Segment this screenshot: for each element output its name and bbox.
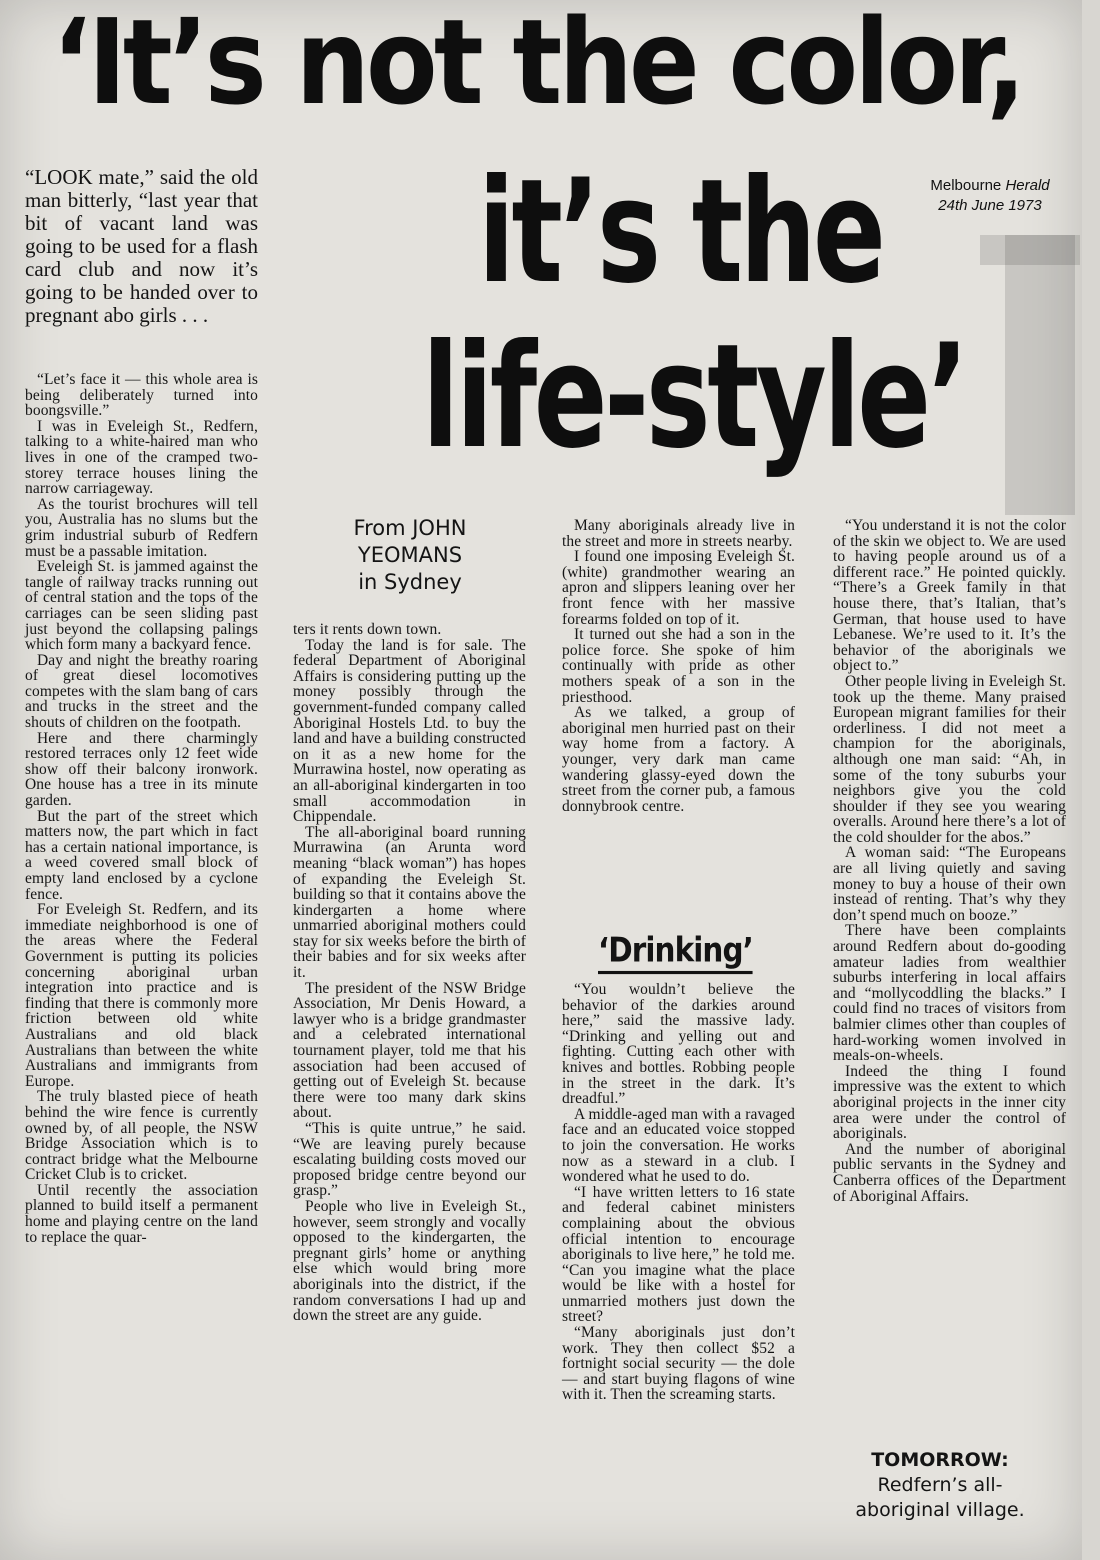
paragraph: Here and there charmingly restored terraces only 12 feet wide show off their balcony ironwork. One house has a tree in its minute garden.: [25, 729, 258, 810]
article-column-3-top: [562, 518, 795, 814]
paragraph: For Eveleigh St. Redfern, and its immediate neighborhood is one of the areas where the Federal Government is putting its policies concerning aboriginal urban integration into practice and is finding that there is commonly more friction between old white Australians and old black Australians than between the white Australians and immigrants from Europe.: [25, 901, 258, 1090]
paragraph: Other people living in Eveleigh St. took up the theme. Many praised European migrant families for their orderliness. I did not meet a champion for the aboriginals, although one man said: “Ah, in some of the tony suburbs your neighbors give you the cold shoulder if they see you wearing overalls. Around here there’s a lot of the cold shoulder for the abos.”: [833, 672, 1066, 846]
headline-line-3: life-style’: [422, 313, 966, 481]
paragraph: A woman said: “The Europeans are all living quietly and saving money to buy a house of their own instead of renting. That’s why they don’t spend much on booze.”: [833, 844, 1066, 924]
article-intro: [25, 166, 258, 327]
paragraph: “This is quite untrue,” he said. “We are leaving purely because escalating building costs moved our proposed bridge centre beyond our grasp.”: [293, 1120, 526, 1200]
paragraph: Day and night the breathy roaring of great diesel locomotives competes with the slam bang of cars and trucks in the street and the shouts of children on the footpath.: [25, 651, 258, 732]
paragraph: Many aboriginals already live in the street and more in streets nearby.: [562, 517, 795, 550]
article-column-4: [833, 518, 1066, 1204]
paragraph: Until recently the association planned to build itself a permanent home and playing centre on the land to replace the quar-: [25, 1181, 258, 1246]
paragraph: People who live in Eveleigh St., however, seem strongly and vocally opposed to the kindergarten, the pregnant girls’ home or anything else which would bring more aboriginals into the district, if the random conversations I had up and down the street are any guide.: [293, 1197, 526, 1325]
paragraph: The president of the NSW Bridge Association, Mr Denis Howard, a lawyer who is a bridge grandmaster and a celebrated international tournament player, told me that his association had been accused of getting out of Eveleigh St. because there were too many dark skins about.: [293, 979, 526, 1122]
source-date-text: 24th June 1973: [938, 197, 1042, 214]
paragraph: And the number of aboriginal public servants in the Sydney and Canberra offices of the Department of Aboriginal Affairs.: [833, 1140, 1066, 1205]
paragraph: “Many aboriginals just don’t work. They then collect $52 a fortnight social security — the dole — and start buying flagons of wine with it. Then the screaming starts.: [562, 1324, 795, 1404]
paragraph: It turned out she had a son in the police force. She spoke of him continually with pride as other mothers speak of a son in the priesthood.: [562, 626, 795, 706]
source-annotation: [900, 176, 1080, 216]
tomorrow-label: TOMORROW:: [871, 1449, 1009, 1471]
intro-paragraph: “LOOK mate,” said the old man bitterly, “last year that bit of vacant land was going to be used for a flash card club and now it’s going to be handed over to pregnant abo girls . . .: [25, 165, 258, 327]
paragraph: The truly blasted piece of heath behind the wire fence is currently owned by, of all people, the NSW Bridge Association which is to contract bridge what the Melbourne Cricket Club is to cricket.: [25, 1088, 258, 1184]
byline-line-3: in Sydney: [358, 570, 462, 594]
article-column-2: [293, 622, 526, 1324]
paragraph: As the tourist brochures will tell you, Australia has no slums but the grim industrial suburb of Redfern must be a passable imitation.: [25, 495, 258, 560]
paragraph: I was in Eveleigh St., Redfern, talking to a white-haired man who lives in one of the cramped two-storey terrace houses lining the narrow carriageway.: [25, 417, 258, 498]
headline-line-2: it’s the: [478, 148, 883, 316]
paragraph: ters it rents down town.: [293, 621, 442, 638]
source-paper: [900, 176, 1080, 196]
article-column-1: [25, 372, 258, 1245]
headline-line-1: ‘It’s not the color,: [52, 0, 1023, 132]
byline: [300, 515, 520, 596]
article-column-3: [562, 517, 795, 1404]
paragraph: I found one imposing Eveleigh St. (white) grandmother wearing an apron and slippers leaning over her front fence with her massive forearms folded on top of it.: [562, 548, 795, 628]
paragraph: But the part of the street which matters now, the part which in fact has a certain national importance, is a weed covered small block of empty land enclosed by a cyclone fence.: [25, 807, 258, 903]
paragraph: A middle-aged man with a ravaged face and an educated voice stopped to join the conversation. He works now as a steward in a club. I wondered what he used to do.: [562, 1105, 795, 1186]
source-paper-name-italic: Herald: [1005, 177, 1050, 194]
source-paper-name: Melbourne: [930, 177, 1002, 194]
article-column-3-bottom: [562, 982, 795, 1403]
paragraph: Indeed the thing I found impressive was the extent to which aboriginal projects in the inner city area were under the control of aboriginals.: [833, 1062, 1066, 1143]
tomorrow-teaser: [855, 1448, 1025, 1523]
paragraph: “I have written letters to 16 state and federal cabinet ministers complaining about the obvious official intention to encourage aboriginals to live here,” he told me. “Can you imagine what the place would be like with a hostel for unmarried mothers just down the street?: [562, 1183, 795, 1326]
subheading: ‘Drinking’: [598, 930, 753, 974]
paragraph: “Let’s face it — this whole area is being deliberately turned into boongsville.”: [25, 371, 258, 420]
tomorrow-text: Redfern’s all-aboriginal village.: [855, 1474, 1025, 1521]
source-date: [900, 196, 1080, 216]
bleed-through-mark: [1005, 235, 1075, 515]
paragraph: Today the land is for sale. The federal Department of Aboriginal Affairs is considering putting up the money possibly through the government-funded company called Aboriginal Hostels Ltd. to buy the land and have a building constructed on it as a new home for the Murrawina hostel, now operating as an all-aboriginal kindergarten in too small accommodation in Chippendale.: [293, 636, 526, 826]
paragraph: “You understand it is not the color of the skin we object to. We are used to having people around us of a different race.” He pointed quickly. “There’s a Greek family in that house there, that’s Italian, that’s German, that house used to have Lebanese. We’re used to it. It’s the behavior of the aboriginals we object to.”: [833, 517, 1066, 675]
paragraph: There have been complaints around Redfern about do-gooding amateur ladies from wealthier suburbs interfering in local affairs and “mollycoddling the blacks.” I could find no traces of visitors from balmier climes other than couples of hard-working women involved in meals-on-wheels.: [833, 922, 1066, 1065]
paragraph: “You wouldn’t believe the behavior of the darkies around here,” said the massive lady. “Drinking and yelling out and fighting. Cutting each other with knives and bottles. Robbing people in the street in the dark. It’s dreadful.”: [562, 981, 795, 1108]
paragraph: As we talked, a group of aboriginal men hurried past on their way home from a factory. A younger, very dark man came wandering glassy-eyed down the street from the corner pub, a famous donnybrook centre.: [562, 704, 795, 815]
paragraph: Eveleigh St. is jammed against the tangle of railway tracks running out of central station and the tops of the carriages can be seen sliding past just beyond the collapsing palings which form many a backyard fence.: [25, 558, 258, 654]
paragraph: The all-aboriginal board running Murrawina (an Arunta word meaning “black woman”) has hopes of expanding the Eveleigh St. building so that it contains above the kindergarten a home where unmarried aboriginal mothers could stay for six weeks before the birth of their babies and for six weeks after it.: [293, 823, 526, 982]
byline-line-1: From JOHN: [353, 516, 467, 540]
byline-line-2: YEOMANS: [357, 543, 463, 567]
